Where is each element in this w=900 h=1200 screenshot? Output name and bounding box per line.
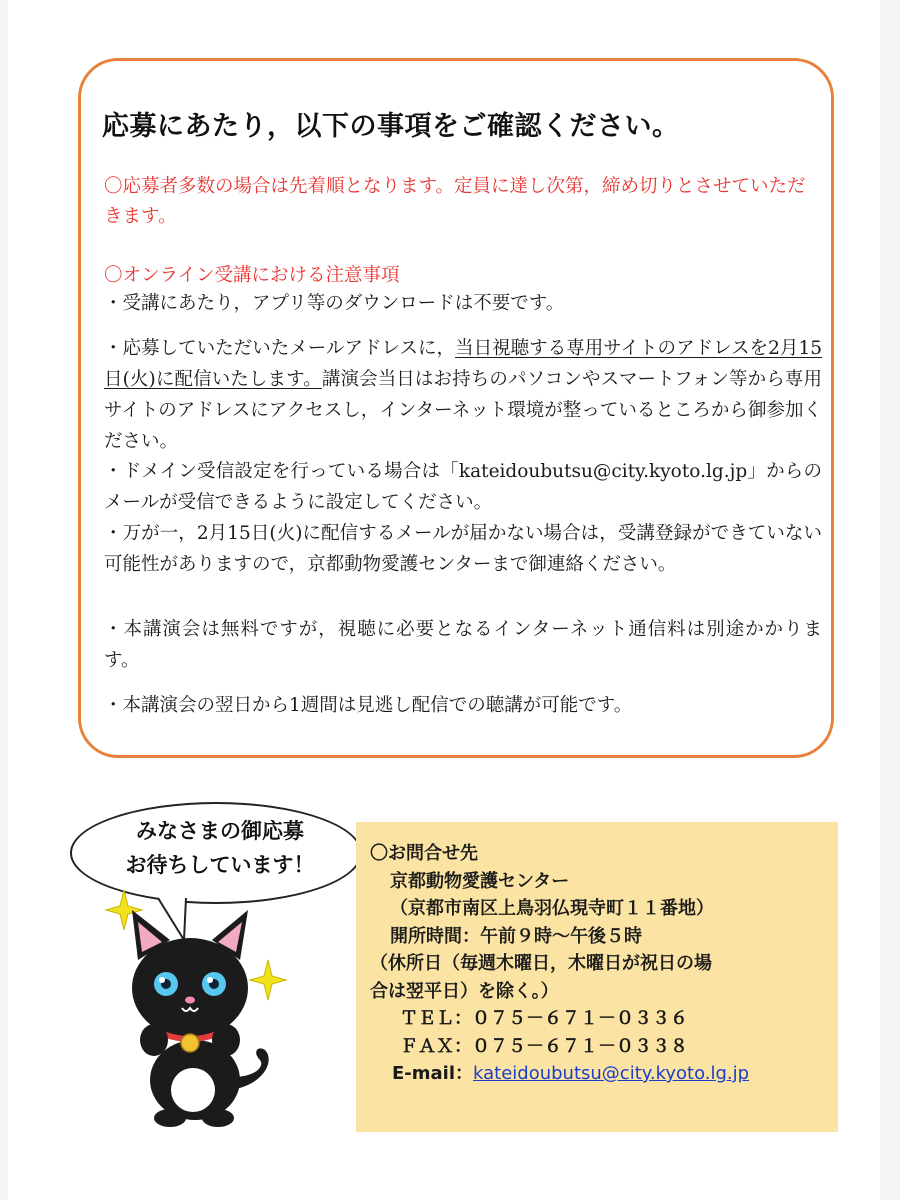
contact-email-link[interactable]: kateidoubutsu@city.kyoto.lg.jp bbox=[473, 1063, 750, 1084]
bubble-line-1: みなさまの御応募 bbox=[136, 819, 304, 843]
bullet-mail bbox=[104, 333, 822, 457]
notice-title: 応募にあたり，以下の事項をご確認ください。 bbox=[102, 111, 680, 142]
contact-info bbox=[370, 840, 830, 1088]
contact-hours: 開所時間：午前９時～午後５時 bbox=[390, 925, 642, 947]
contact-tel: ＴＥＬ：０７５－６７１－０３３６ bbox=[400, 1008, 688, 1029]
contact-fax: ＦＡＸ：０７５－６７１－０３３８ bbox=[400, 1035, 688, 1057]
contact-org: 京都動物愛護センター bbox=[390, 870, 570, 892]
sparkle-icon bbox=[250, 960, 286, 1000]
contact-closed-line2: 合は翌平日）を除く。） bbox=[370, 980, 559, 1002]
online-heading: 〇オンライン受講における注意事項 bbox=[104, 265, 400, 286]
bullet-mail-underlined: 当日視聴する専用サイトのアドレスを2月15日(火)に配信いたします。 bbox=[104, 338, 823, 390]
bullet-mail-pre: ・応募していただいたメールアドレスに， bbox=[104, 338, 456, 359]
bullet-replay: ・本講演会の翌日から1週間は見逃し配信での聴講が可能です。 bbox=[104, 695, 633, 716]
bullet-free: ・本講演会は無料ですが，視聴に必要となるインターネット通信料は別途かかります。 bbox=[104, 619, 822, 671]
bullet-mail-post: 講演会当日はお持ちのパソコンやスマートフォン等から専用サイトのアドレスにアクセスし，インターネット環境が整っているところから御参加ください。 bbox=[104, 369, 822, 452]
contact-email-row bbox=[370, 1060, 830, 1088]
contact-email-label: E-mail： bbox=[392, 1063, 474, 1084]
black-cat-illustration bbox=[90, 880, 310, 1140]
contact-address: （京都市南区上鳥羽仏現寺町１１番地） bbox=[390, 898, 714, 919]
contact-closed-line1: （休所日（毎週木曜日，木曜日が祝日の場 bbox=[370, 953, 712, 974]
first-come-note: 〇応募者多数の場合は先着順となります。定員に達し次第，締め切りとさせていただきます。 bbox=[104, 176, 806, 227]
bubble-line-2: お待ちしています！ bbox=[125, 853, 315, 877]
bullet-app: ・受講にあたり，アプリ等のダウンロードは不要です。 bbox=[104, 293, 565, 314]
contact-heading: 〇お問合せ先 bbox=[370, 843, 478, 864]
bullet-domain: ・ドメイン受信設定を行っている場合は「kateidoubutsu@city.kyoto.lg.jp」からのメールが受信できるように設定してください。 bbox=[104, 461, 822, 513]
bubble-text bbox=[90, 814, 350, 882]
bullet-undelivered: ・万が一，2月15日(火)に配信するメールが届かない場合は，受講登録ができていない可能性がありますので，京都動物愛護センターまで御連絡ください。 bbox=[104, 523, 822, 575]
